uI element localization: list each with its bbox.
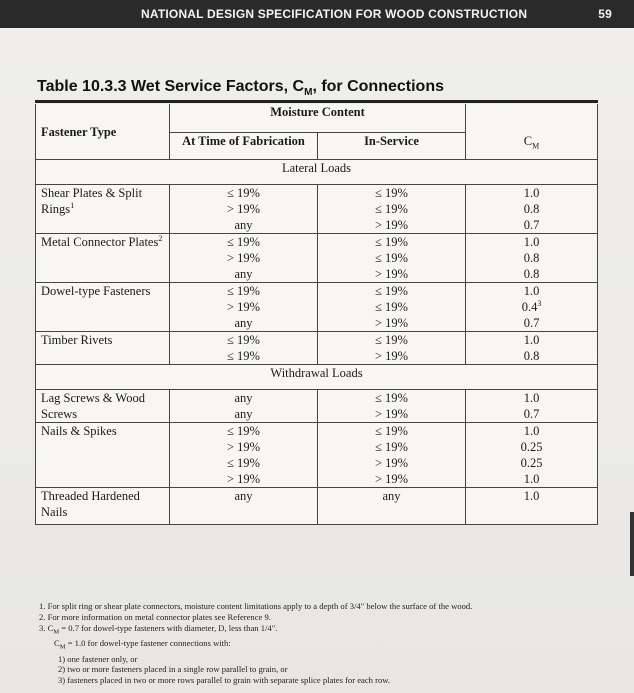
section-lateral-loads: Lateral Loads xyxy=(36,160,598,185)
fastener-type: Nails & Spikes xyxy=(36,423,170,488)
fabrication-values: ≤ 19% ≤ 19% xyxy=(170,332,318,365)
cm-values: 1.0 0.25 0.25 1.0 xyxy=(466,423,598,488)
fabrication-values: any any xyxy=(170,390,318,423)
in-service-values: ≤ 19% ≤ 19% > 19% xyxy=(318,185,466,234)
footnote-2: 2. For more information on metal connector plates see Reference 9. xyxy=(39,611,271,622)
in-service-values: ≤ 19% ≤ 19% > 19% > 19% xyxy=(318,423,466,488)
fastener-type: Metal Connector Plates$^2$ xyxy=(36,234,170,283)
footnote-3-item-1: 1) one fastener only, or xyxy=(58,653,138,664)
fastener-type: Threaded Hardened Nails xyxy=(36,488,170,525)
footnote-3-continued: $C_M = 1.0$ for dowel-type fastener connections with: xyxy=(54,638,231,651)
header-fabrication: At Time of Fabrication xyxy=(170,133,318,160)
fabrication-values: ≤ 19% > 19% any xyxy=(170,234,318,283)
fastener-type: Dowel-type Fasteners xyxy=(36,283,170,332)
header-moisture-content: Moisture Content xyxy=(170,104,466,133)
footnote-3-item-3: 3) fasteners placed in two or more rows parallel to grain with separate splice plates for each row. xyxy=(58,675,391,686)
in-service-values: ≤ 19% > 19% xyxy=(318,390,466,423)
table-row xyxy=(36,332,598,365)
in-service-values: ≤ 19% ≤ 19% > 19% xyxy=(318,234,466,283)
wet-service-factors-table xyxy=(35,104,598,525)
cm-values: 1.0 0.8 xyxy=(466,332,598,365)
in-service-values: any xyxy=(318,488,466,525)
page-number: 59 xyxy=(598,7,612,21)
footnote-3: 3. $C_M = 0.7$ for dowel-type fasteners with diameter, D, less than 1/4". xyxy=(39,622,278,636)
cm-values: 1.0 $0.4^3$ 0.7 xyxy=(466,283,598,332)
table-footnotes xyxy=(39,601,599,686)
header-fastener-type: Fastener Type xyxy=(36,104,170,160)
fabrication-values: any xyxy=(170,488,318,525)
fabrication-values: ≤ 19% > 19% any xyxy=(170,185,318,234)
fabrication-values: ≤ 19% > 19% any xyxy=(170,283,318,332)
page-header xyxy=(0,0,634,28)
in-service-values: ≤ 19% ≤ 19% > 19% xyxy=(318,283,466,332)
table-row xyxy=(36,390,598,423)
fastener-type: Lag Screws & Wood Screws xyxy=(36,390,170,423)
table-row xyxy=(36,234,598,283)
header-cm: $C_M$ xyxy=(466,133,598,160)
table-row xyxy=(36,283,598,332)
table-row xyxy=(36,488,598,525)
title-rule xyxy=(35,100,598,103)
header-in-service: In-Service xyxy=(318,133,466,160)
fastener-type: Shear Plates & Split Rings$^1$ xyxy=(36,185,170,234)
footnote-1: 1. For split ring or shear plate connectors, moisture content limitations apply to a depth of 3/4" below the surface of the wood. xyxy=(39,601,473,611)
fabrication-values: ≤ 19% > 19% ≤ 19% > 19% xyxy=(170,423,318,488)
table-row xyxy=(36,423,598,488)
cm-values: 1.0 0.7 xyxy=(466,390,598,423)
running-title: NATIONAL DESIGN SPECIFICATION FOR WOOD CONSTRUCTION xyxy=(141,7,528,21)
table-row xyxy=(36,185,598,234)
cm-values: 1.0 0.8 0.7 xyxy=(466,185,598,234)
footnote-3-item-2: 2) two or more fasteners placed in a single row parallel to grain, or xyxy=(58,664,288,675)
header-cm-spacer xyxy=(466,104,598,133)
table-title: Table 10.3.3 Wet Service Factors, $C_M$, for Connections xyxy=(37,78,444,99)
in-service-values: ≤ 19% > 19% xyxy=(318,332,466,365)
cm-values: 1.0 xyxy=(466,488,598,525)
section-withdrawal-loads: Withdrawal Loads xyxy=(36,365,598,390)
page-edge-tab xyxy=(630,512,634,576)
fastener-type: Timber Rivets xyxy=(36,332,170,365)
cm-values: 1.0 0.8 0.8 xyxy=(466,234,598,283)
